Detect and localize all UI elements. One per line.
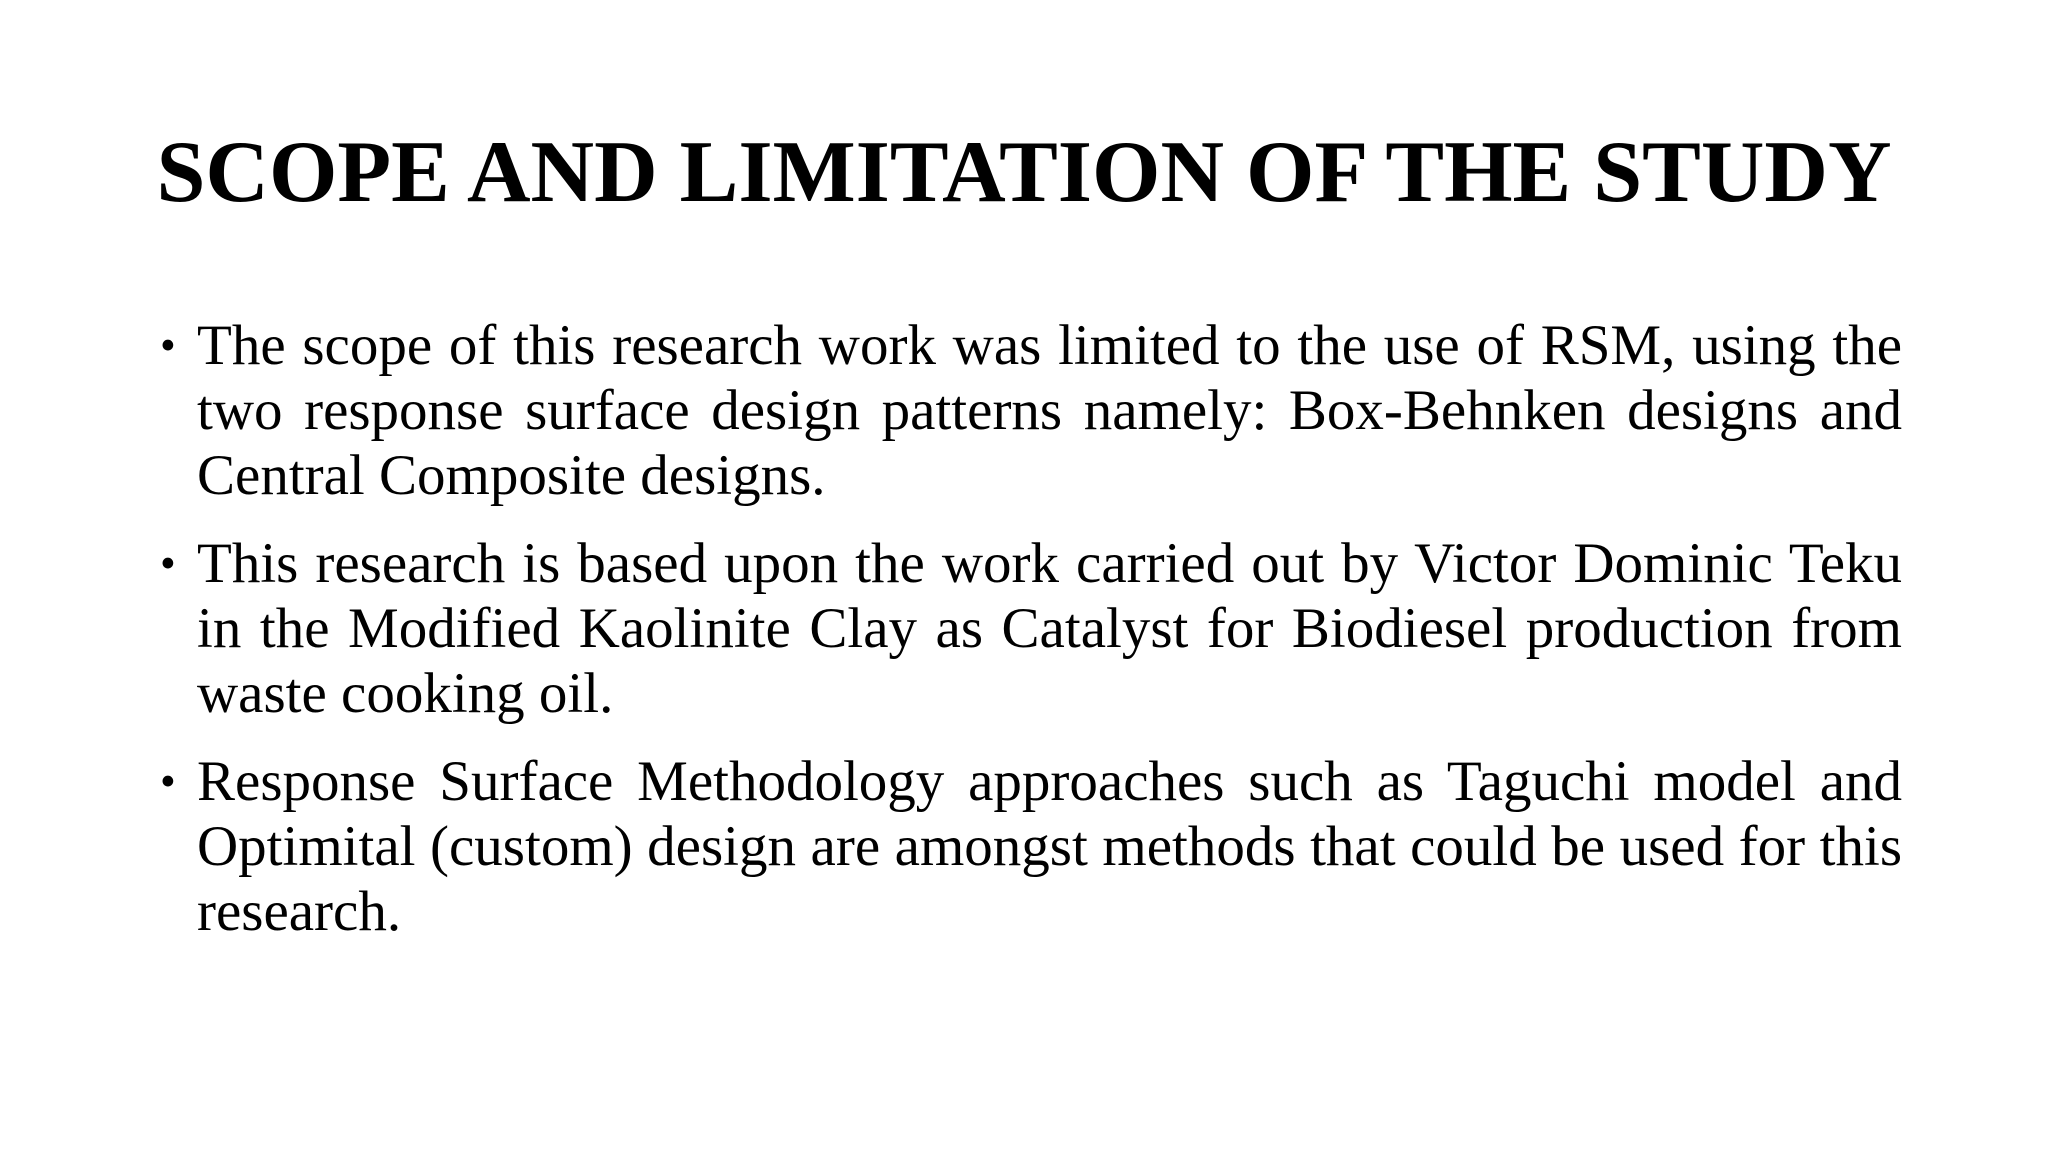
bullet-icon: • [160, 538, 176, 588]
slide-title: SCOPE AND LIMITATION OF THE STUDY [156, 124, 1892, 221]
bullet-item [160, 313, 1902, 508]
bullet-text: The scope of this research work was limited to the use of RSM, using the two response surface design patterns namely: Box-Behnken designs and Central Composite designs. [197, 314, 1902, 507]
bullet-text: This research is based upon the work carried out by Victor Dominic Teku in the Modified Kaolinite Clay as Catalyst for Biodiesel production from waste cooking oil. [197, 532, 1902, 725]
bullet-text: Response Surface Methodology approaches such as Taguchi model and Optimital (custom) design are amongst methods that could be used for this research. [197, 750, 1902, 943]
bullet-item [160, 749, 1902, 944]
bullet-list [160, 313, 1902, 967]
bullet-item [160, 531, 1902, 726]
bullet-icon: • [160, 756, 176, 806]
bullet-icon: • [160, 320, 176, 370]
